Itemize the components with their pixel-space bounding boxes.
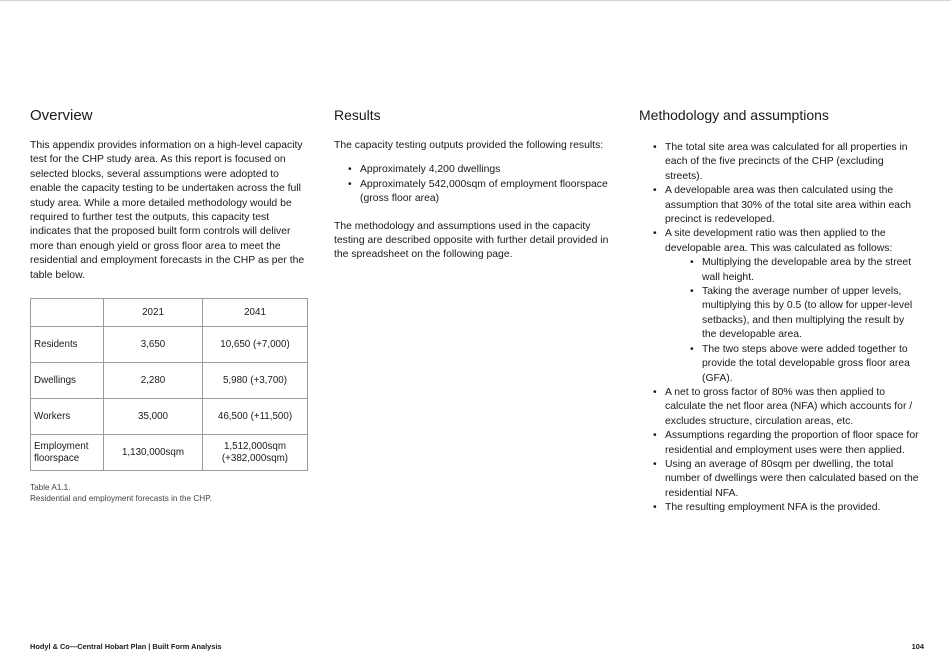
list-item: • Approximately 4,200 dwellings — [334, 163, 612, 177]
list-item — [639, 227, 919, 385]
table-header-cell — [31, 299, 104, 327]
forecast-table — [30, 298, 308, 471]
overview-heading: Overview — [30, 107, 93, 124]
table-cell: 3,650 — [104, 327, 203, 363]
top-rule — [0, 0, 951, 1]
list-item: • Assumptions regarding the proportion of floor space for residential and employment uses were then applied. — [639, 429, 919, 458]
list-item: • A developable area was then calculated using the assumption that 30% of the total site area within each precinct is redeveloped. — [639, 184, 919, 227]
table-cell: 1,130,000sqm — [104, 435, 203, 471]
methodology-list — [639, 141, 919, 516]
table-caption — [30, 482, 308, 504]
list-item: • A net to gross factor of 80% was then applied to calculate the net floor area (NFA) which accounts for / excludes structure, circulation areas, etc. — [639, 386, 919, 429]
table-header-cell: 2021 — [104, 299, 203, 327]
list-item: • The total site area was calculated for all properties in each of the five precincts of the CHP (excluding streets). — [639, 141, 919, 184]
table-cell: 2,280 — [104, 363, 203, 399]
overview-body: This appendix provides information on a high-level capacity test for the CHP study area. As this report is focused on selected blocks, several assumptions were adopted to enable the capacity testing to be undertaken across the full study area. While a more detailed methodology would be required to further test the outputs, this capacity test indicates that the proposed built form controls will deliver more than enough yield or gross floor area to meet the residential and employment forecasts in the CHP as per the table below. — [30, 140, 305, 281]
results-outro: The methodology and assumptions used in the capacity testing are described opposite with further detail provided in the spreadsheet on the following page. — [334, 220, 609, 261]
overview-column — [30, 106, 308, 504]
list-item: • Approximately 542,000sqm of employment floorspace (gross floor area) — [334, 178, 612, 207]
table-row — [31, 363, 308, 399]
methodology-sub-list — [665, 256, 919, 386]
footer-text: Hodyl & Co—Central Hobart Plan | Built Form Analysis — [30, 642, 222, 651]
methodology-column — [639, 106, 919, 516]
page-number: 104 — [911, 642, 924, 651]
table-cell: 35,000 — [104, 399, 203, 435]
table-cell: 5,980 (+3,700) — [203, 363, 308, 399]
results-heading: Results — [334, 107, 381, 123]
results-intro: The capacity testing outputs provided the following results: — [334, 140, 604, 151]
table-cell: 1,512,000sqm (+382,000sqm) — [203, 435, 308, 471]
sub-list-item: • Multiplying the developable area by the street wall height. — [665, 256, 919, 285]
table-row — [31, 435, 308, 471]
methodology-heading: Methodology and assumptions — [639, 107, 829, 123]
table-caption-id: Table A1.1. — [30, 483, 71, 493]
table-header-row — [31, 299, 308, 327]
table-cell-label: Workers — [31, 399, 104, 435]
results-list — [334, 163, 612, 206]
table-cell-label: Residents — [31, 327, 104, 363]
list-item-text: A site development ratio was then applied to the developable area. This was calculated as follows: — [665, 228, 893, 254]
table-caption-text: Residential and employment forecasts in the CHP. — [30, 494, 212, 504]
sub-list-item: • Taking the average number of upper levels, multiplying this by 0.5 (to allow for upper-level setbacks), and then multiplying the result by the developable area. — [665, 285, 919, 343]
list-item: • Using an average of 80sqm per dwelling, the total number of dwellings were then calculated based on the residential NFA. — [639, 458, 919, 501]
results-column — [334, 106, 612, 263]
table-header-cell: 2041 — [203, 299, 308, 327]
table-cell: 46,500 (+11,500) — [203, 399, 308, 435]
sub-list-item: • The two steps above were added together to provide the total developable gross floor area (GFA). — [665, 343, 919, 386]
table-cell: 10,650 (+7,000) — [203, 327, 308, 363]
table-cell-label: Dwellings — [31, 363, 104, 399]
list-item: • The resulting employment NFA is the provided. — [639, 501, 919, 515]
table-row — [31, 399, 308, 435]
table-cell-label: Employment floorspace — [31, 435, 104, 471]
table-row — [31, 327, 308, 363]
